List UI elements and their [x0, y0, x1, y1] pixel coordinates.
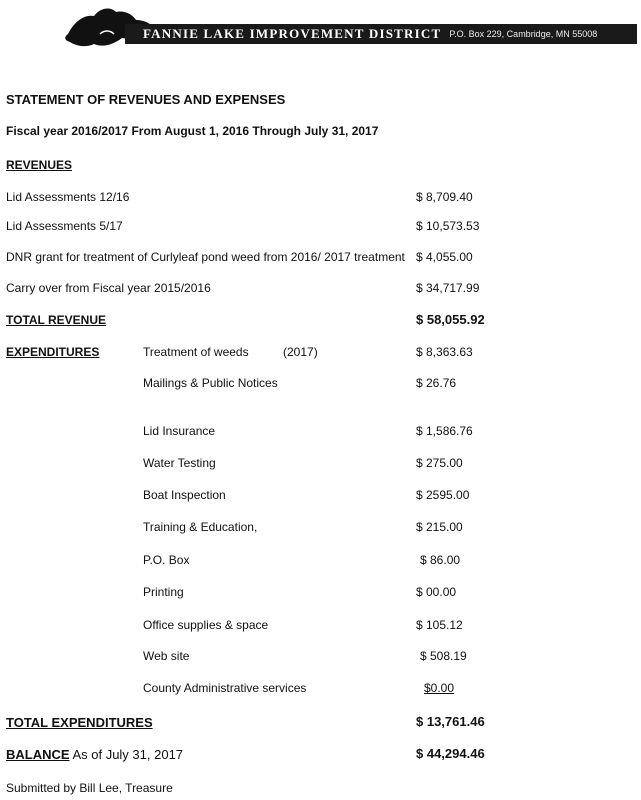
balance-date: As of July 31, 2017	[69, 747, 184, 762]
revenue-label: DNR grant for treatment of Curlyleaf pond weed from 2016/ 2017 treatment	[6, 250, 405, 264]
revenue-amount: $ 4,055.00	[416, 250, 473, 264]
fiscal-year-line: Fiscal year 2016/2017 From August 1, 2016 Through July 31, 2017	[6, 124, 379, 138]
expense-amount: $ 275.00	[416, 456, 463, 470]
expense-amount: $0.00	[424, 681, 455, 695]
expense-label: Boat Inspection	[143, 488, 226, 502]
expense-label: P.O. Box	[143, 553, 190, 567]
expense-note: (2017)	[283, 345, 318, 359]
total-revenue-amount: $ 58,055.92	[416, 312, 485, 327]
balance-amount: $ 44,294.46	[416, 746, 485, 761]
total-expenditures-amount: $ 13,761.46	[416, 714, 485, 729]
expense-label: Mailings & Public Notices	[143, 376, 278, 390]
expense-label: Office supplies & space	[143, 618, 269, 632]
expense-label: Water Testing	[143, 456, 216, 470]
revenue-amount: $ 10,573.53	[416, 219, 480, 233]
letterhead-banner	[125, 24, 637, 44]
expense-amount: $ 215.00	[416, 520, 463, 534]
revenues-heading: REVENUES	[6, 158, 73, 172]
revenue-label: Lid Assessments 5/17	[6, 219, 123, 233]
revenue-label: Carry over from Fiscal year 2015/2016	[6, 281, 211, 295]
expense-label: County Administrative services	[143, 681, 307, 695]
expense-amount: $ 508.19	[420, 649, 467, 663]
expense-label: Treatment of weeds	[143, 345, 249, 359]
org-address: P.O. Box 229, Cambridge, MN 55008	[449, 29, 598, 39]
expense-amount: $ 86.00	[420, 553, 461, 567]
submitted-by: Submitted by Bill Lee, Treasure	[6, 781, 173, 795]
expense-amount: $ 8,363.63	[416, 345, 473, 359]
total-revenue-label: TOTAL REVENUE	[6, 313, 107, 327]
revenue-label: Lid Assessments 12/16	[6, 190, 130, 204]
expense-label: Lid Insurance	[143, 424, 216, 438]
expense-amount: $ 00.00	[416, 585, 457, 599]
expenditures-heading: EXPENDITURES	[6, 345, 100, 359]
org-name: FANNIE LAKE IMPROVEMENT DISTRICT	[143, 26, 442, 41]
balance-line	[6, 747, 183, 762]
expense-label: Printing	[143, 585, 184, 599]
expense-amount: $ 26.76	[416, 376, 457, 390]
revenue-amount: $ 34,717.99	[416, 281, 480, 295]
expense-amount: $ 105.12	[416, 618, 463, 632]
expense-label: Training & Education,	[143, 520, 258, 534]
statement-title: STATEMENT OF REVENUES AND EXPENSES	[6, 92, 286, 107]
revenue-amount: $ 8,709.40	[416, 190, 473, 204]
expense-amount: $ 2595.00	[416, 488, 470, 502]
total-expenditures-label: TOTAL EXPENDITURES	[6, 715, 153, 730]
expense-label: Web site	[143, 649, 190, 663]
expense-amount: $ 1,586.76	[416, 424, 473, 438]
balance-label: BALANCE	[6, 747, 70, 762]
